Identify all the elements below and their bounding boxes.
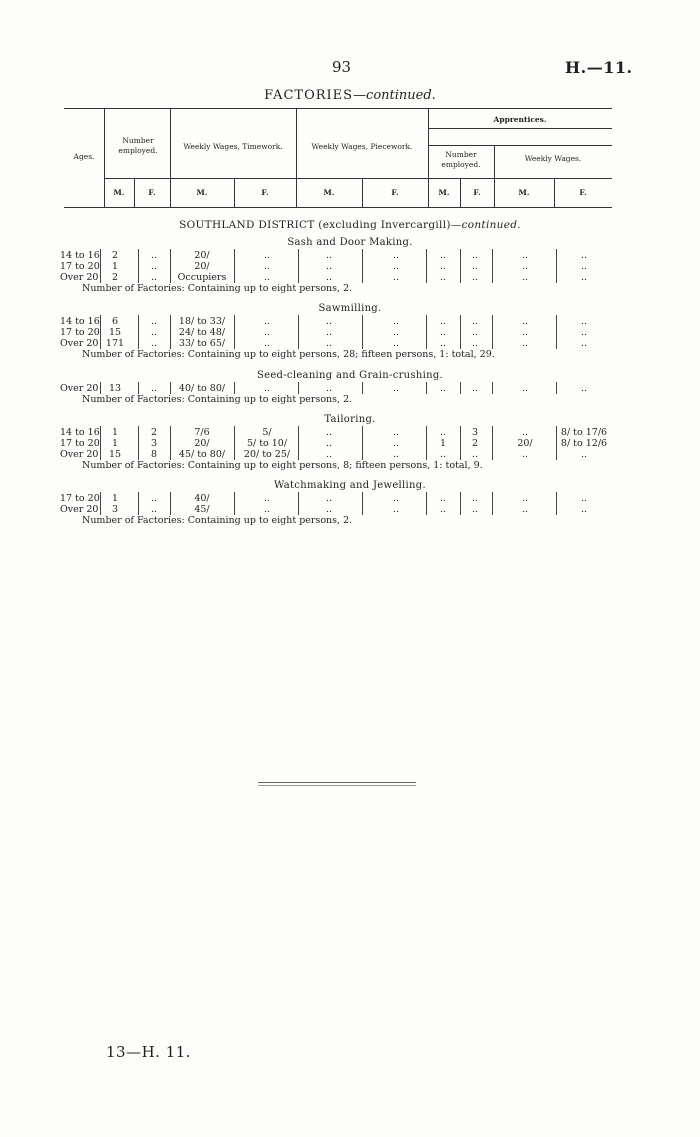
cell-nf: .. [150, 261, 158, 272]
column-divider [362, 382, 363, 394]
cell-pm: .. [325, 449, 333, 460]
cell-am: .. [439, 449, 447, 460]
cell-nf: 2 [150, 427, 158, 438]
closing-rule [258, 782, 416, 783]
cell-pm: .. [325, 504, 333, 515]
cell-wf: .. [580, 316, 588, 327]
cell-af: .. [471, 272, 479, 283]
column-divider [460, 382, 461, 394]
cell-pm: .. [325, 272, 333, 283]
cell-am: .. [439, 316, 447, 327]
cell-wm: .. [521, 427, 529, 438]
cell-nm: 2 [111, 250, 119, 261]
page-number: 93 [332, 58, 352, 76]
cell-am: .. [439, 504, 447, 515]
table-header [64, 108, 612, 208]
cell-am: .. [439, 272, 447, 283]
cell-wm: .. [521, 338, 529, 349]
cell-af: .. [471, 504, 479, 515]
cell-tm: 20/ [194, 261, 210, 272]
cell-nm: 1 [111, 261, 119, 272]
cell-nm: 2 [111, 272, 119, 283]
column-divider [362, 337, 363, 349]
apprentices-rule [428, 128, 612, 129]
cell-nm: 15 [108, 327, 122, 338]
cell-am: 1 [439, 438, 447, 449]
cell-pf: .. [392, 250, 400, 261]
column-divider [556, 503, 557, 515]
cell-tm: 40/ to 80/ [178, 383, 226, 394]
cell-tf: .. [263, 250, 271, 261]
cell-age: 17 to 20 [60, 438, 100, 449]
cell-pf: .. [392, 504, 400, 515]
table-row [60, 272, 620, 283]
cell-pf: .. [392, 493, 400, 504]
factory-count-note: Number of Factories: Containing up to eight persons, 8; fifteen persons, 1: total, 9. [82, 460, 483, 471]
cell-pf: .. [392, 261, 400, 272]
cell-pf: .. [392, 338, 400, 349]
table-row [60, 338, 620, 349]
column-divider [492, 448, 493, 460]
cell-tf: .. [263, 261, 271, 272]
column-divider [138, 503, 139, 515]
column-divider [460, 448, 461, 460]
cell-age: 14 to 16 [60, 316, 100, 327]
cell-af: 2 [471, 438, 479, 449]
cell-pm: .. [325, 261, 333, 272]
cell-pm: .. [325, 338, 333, 349]
header-f: F. [261, 188, 269, 197]
cell-tm: 45/ [194, 504, 210, 515]
district-continued: —continued. [450, 219, 521, 231]
cell-tm: 40/ [194, 493, 210, 504]
cell-af: 3 [471, 427, 479, 438]
table-row [60, 438, 620, 449]
cell-nf: .. [150, 338, 158, 349]
district-main: SOUTHLAND DISTRICT (excluding Invercargill) [179, 219, 451, 231]
cell-tm: 20/ [194, 438, 210, 449]
district-heading [0, 219, 700, 231]
column-divider [234, 337, 235, 349]
cell-tf: .. [263, 316, 271, 327]
column-divider [170, 382, 171, 394]
cell-tm: 33/ to 65/ [178, 338, 226, 349]
cell-tf: .. [263, 272, 271, 283]
cell-pf: .. [392, 449, 400, 460]
column-divider [460, 271, 461, 283]
cell-af: .. [471, 250, 479, 261]
column-divider [426, 503, 427, 515]
cell-tf: 5/ [262, 427, 272, 438]
column-divider [170, 448, 171, 460]
column-divider [170, 337, 171, 349]
cell-am: .. [439, 327, 447, 338]
cell-nf: .. [150, 250, 158, 261]
cell-am: .. [439, 261, 447, 272]
column-divider [362, 503, 363, 515]
header-m: M. [323, 188, 335, 197]
column-divider [234, 382, 235, 394]
header-f: F. [148, 188, 156, 197]
header-weekly-piecework: Weekly Wages, Piecework. [311, 142, 413, 151]
column-divider [100, 337, 101, 349]
column-divider [234, 448, 235, 460]
column-divider [100, 448, 101, 460]
cell-nf: .. [150, 493, 158, 504]
trade-heading: Tailoring. [324, 414, 376, 425]
cell-af: .. [471, 383, 479, 394]
cell-nf: 3 [150, 438, 158, 449]
cell-wf: .. [580, 327, 588, 338]
table-row [60, 504, 620, 515]
cell-age: Over 20 [60, 272, 99, 283]
cell-tf: 5/ to 10/ [246, 438, 288, 449]
factory-count-note: Number of Factories: Containing up to eight persons, 28; fifteen persons, 1: total, 29. [82, 349, 495, 360]
cell-age: Over 20 [60, 383, 99, 394]
column-divider [138, 382, 139, 394]
header-m: M. [113, 188, 125, 197]
cell-af: .. [471, 316, 479, 327]
header-f: F. [473, 188, 481, 197]
cell-nm: 1 [111, 493, 119, 504]
closing-rule-double [258, 785, 416, 786]
mf-rule [104, 178, 612, 179]
apprentices-subrule [428, 145, 612, 146]
column-divider [298, 448, 299, 460]
column-divider [138, 448, 139, 460]
header-bottom-rule [64, 207, 612, 208]
cell-pm: .. [325, 327, 333, 338]
column-divider [492, 503, 493, 515]
trade-heading: Sawmilling. [318, 303, 382, 314]
trade-heading: Watchmaking and Jewelling. [274, 480, 426, 491]
table-row [60, 316, 620, 327]
column-divider [556, 271, 557, 283]
cell-wf: .. [580, 383, 588, 394]
cell-wf: .. [580, 449, 588, 460]
header-apprentices: Apprentices. [493, 115, 547, 124]
cell-nm: 3 [111, 504, 119, 515]
trade-heading: Sash and Door Making. [287, 237, 413, 248]
cell-age: Over 20 [60, 449, 99, 460]
cell-pm: .. [325, 438, 333, 449]
cell-pf: .. [392, 316, 400, 327]
header-f: F. [579, 188, 587, 197]
header-weekly-timework: Weekly Wages, Timework. [183, 142, 283, 151]
title-main: FACTORIES [264, 88, 354, 103]
cell-nm: 15 [108, 449, 122, 460]
header-top-rule [64, 108, 612, 109]
cell-nf: .. [150, 316, 158, 327]
cell-age: 14 to 16 [60, 427, 100, 438]
cell-wm: .. [521, 272, 529, 283]
cell-wm: .. [521, 504, 529, 515]
cell-pm: .. [325, 250, 333, 261]
cell-nf: .. [150, 272, 158, 283]
page-title [0, 88, 700, 103]
cell-wm: .. [521, 383, 529, 394]
cell-af: .. [471, 338, 479, 349]
column-divider [460, 503, 461, 515]
cell-wm: .. [521, 493, 529, 504]
cell-pm: .. [325, 493, 333, 504]
cell-am: .. [439, 338, 447, 349]
table-row [60, 427, 620, 438]
cell-pm: .. [325, 383, 333, 394]
cell-wf: .. [580, 250, 588, 261]
cell-wm: .. [521, 327, 529, 338]
cell-nf: .. [150, 383, 158, 394]
column-divider [234, 271, 235, 283]
cell-tf: .. [263, 327, 271, 338]
column-divider [362, 448, 363, 460]
column-divider [492, 382, 493, 394]
cell-tf: .. [263, 493, 271, 504]
cell-wf: .. [580, 261, 588, 272]
cell-tm: 20/ [194, 250, 210, 261]
header-f: F. [391, 188, 399, 197]
table-row [60, 250, 620, 261]
column-divider [298, 382, 299, 394]
column-divider [170, 503, 171, 515]
table-row [60, 449, 620, 460]
cell-nf: .. [150, 504, 158, 515]
cell-nm: 13 [108, 383, 122, 394]
cell-tm: 45/ to 80/ [178, 449, 226, 460]
column-divider [138, 337, 139, 349]
cell-pf: .. [392, 438, 400, 449]
header-m: M. [438, 188, 450, 197]
header-app-number-employed: Number employed. [441, 150, 481, 169]
column-divider [426, 337, 427, 349]
cell-pm: .. [325, 427, 333, 438]
table-row [60, 383, 620, 394]
title-continued: —continued. [353, 88, 436, 103]
cell-tf: .. [263, 504, 271, 515]
cell-tf: .. [263, 338, 271, 349]
column-divider [426, 271, 427, 283]
column-divider [138, 271, 139, 283]
cell-age: 14 to 16 [60, 250, 100, 261]
cell-nm: 1 [111, 427, 119, 438]
column-divider [426, 448, 427, 460]
cell-tm: 18/ to 33/ [178, 316, 226, 327]
cell-age: 17 to 20 [60, 261, 100, 272]
cell-nm: 171 [105, 338, 125, 349]
cell-pf: .. [392, 327, 400, 338]
cell-pf: .. [392, 383, 400, 394]
column-divider [100, 382, 101, 394]
cell-tf: .. [263, 383, 271, 394]
cell-nm: 1 [111, 438, 119, 449]
header-number-employed: Number employed. [118, 136, 158, 155]
cell-am: .. [439, 383, 447, 394]
cell-wf: .. [580, 338, 588, 349]
column-divider [556, 337, 557, 349]
cell-wf: 8/ to 12/6 [560, 438, 608, 449]
cell-wm: .. [521, 316, 529, 327]
cell-af: .. [471, 493, 479, 504]
column-divider [298, 503, 299, 515]
table-row [60, 327, 620, 338]
column-divider [234, 503, 235, 515]
column-divider [492, 337, 493, 349]
column-divider [492, 271, 493, 283]
factory-count-note: Number of Factories: Containing up to eight persons, 2. [82, 515, 353, 526]
cell-wf: .. [580, 493, 588, 504]
document-reference: H.—11. [565, 58, 633, 77]
column-divider [100, 271, 101, 283]
cell-age: 17 to 20 [60, 493, 100, 504]
cell-nm: 6 [111, 316, 119, 327]
cell-pf: .. [392, 272, 400, 283]
header-app-weekly-wages: Weekly Wages. [524, 154, 582, 163]
column-divider [426, 382, 427, 394]
factory-count-note: Number of Factories: Containing up to eight persons, 2. [82, 283, 353, 294]
column-divider [298, 271, 299, 283]
cell-wm: .. [521, 261, 529, 272]
cell-af: .. [471, 327, 479, 338]
cell-wm: .. [521, 449, 529, 460]
table-row [60, 261, 620, 272]
cell-pf: .. [392, 427, 400, 438]
cell-am: .. [439, 493, 447, 504]
column-divider [100, 503, 101, 515]
footer-signature: 13—H. 11. [106, 1043, 192, 1061]
cell-age: Over 20 [60, 338, 99, 349]
column-divider [362, 271, 363, 283]
header-m: M. [518, 188, 530, 197]
cell-wf: .. [580, 272, 588, 283]
cell-tm: Occupiers [177, 272, 227, 283]
table-row [60, 493, 620, 504]
factory-count-note: Number of Factories: Containing up to eight persons, 2. [82, 394, 353, 405]
cell-tm: 24/ to 48/ [178, 327, 226, 338]
column-divider [556, 448, 557, 460]
cell-am: .. [439, 250, 447, 261]
cell-am: .. [439, 427, 447, 438]
cell-pm: .. [325, 316, 333, 327]
cell-nf: 8 [150, 449, 158, 460]
cell-af: .. [471, 449, 479, 460]
cell-wm: .. [521, 250, 529, 261]
cell-age: 17 to 20 [60, 327, 100, 338]
header-m: M. [196, 188, 208, 197]
cell-wf: .. [580, 504, 588, 515]
cell-tm: 7/6 [194, 427, 210, 438]
header-ages: Ages. [73, 152, 95, 161]
cell-tf: 20/ to 25/ [243, 449, 291, 460]
column-divider [298, 337, 299, 349]
cell-af: .. [471, 261, 479, 272]
column-divider [170, 271, 171, 283]
cell-wf: 8/ to 17/6 [560, 427, 608, 438]
trade-heading: Seed-cleaning and Grain-crushing. [256, 370, 444, 381]
cell-nf: .. [150, 327, 158, 338]
column-divider [460, 337, 461, 349]
column-divider [556, 382, 557, 394]
cell-age: Over 20 [60, 504, 99, 515]
cell-wm: 20/ [517, 438, 533, 449]
